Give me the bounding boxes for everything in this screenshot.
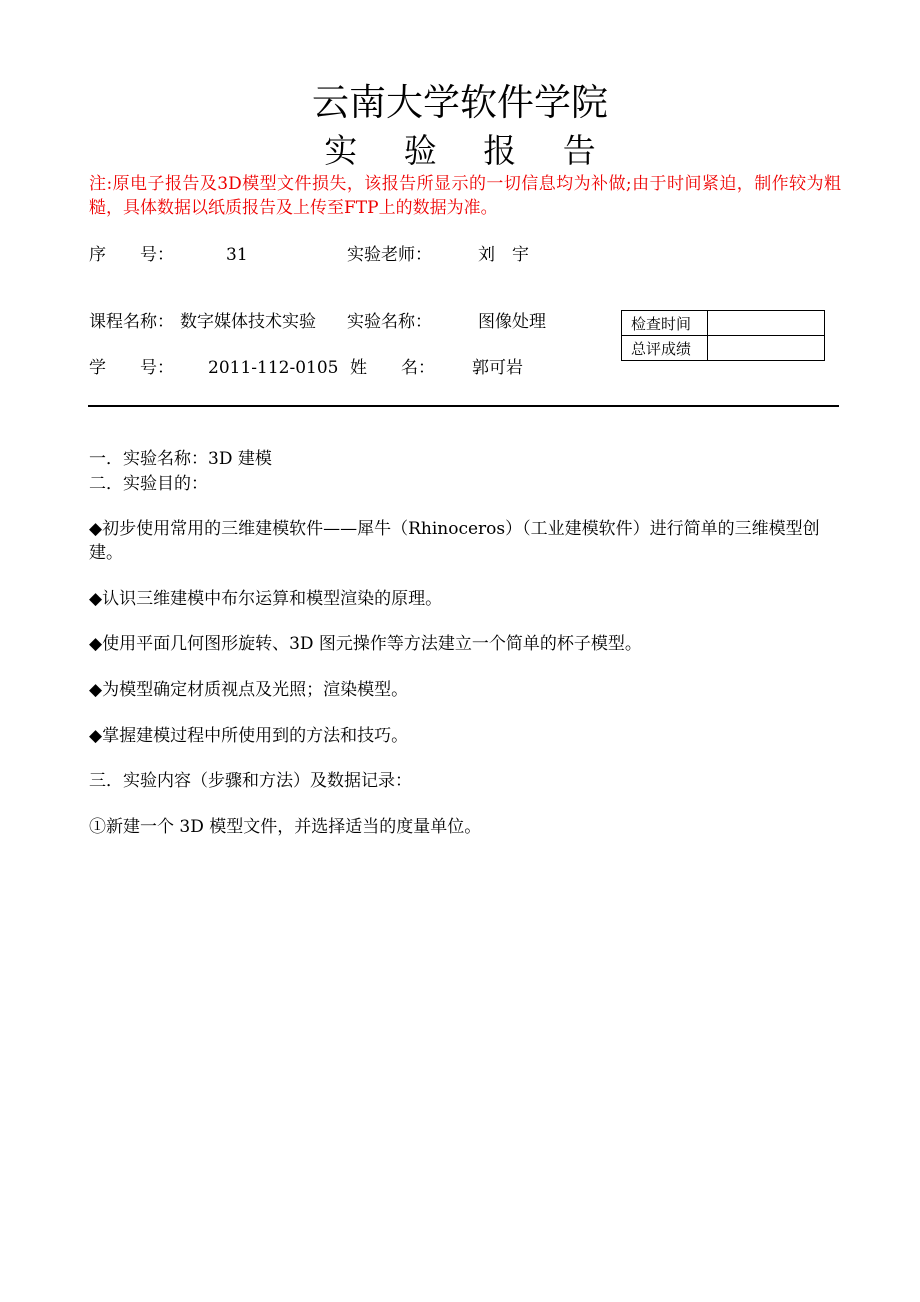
- objective-item-4: ◆为模型确定材质视点及光照；渲染模型。: [89, 680, 409, 700]
- objective-item-5: ◆掌握建模过程中所使用到的方法和技巧。: [89, 726, 409, 746]
- objective-item-1: ◆初步使用常用的三维建模软件——犀牛（Rhinoceros）（工业建模软件）进行简单的三维模型创建。: [89, 519, 820, 563]
- experiment-name-label: 实验名称：: [347, 312, 432, 332]
- check-time-label: 检查时间: [622, 311, 708, 336]
- notice-text: 注:原电子报告及3D模型文件损失，该报告所显示的一切信息均为补做;由于时间紧迫，制作较为粗糙，具体数据以纸质报告及上传至FTP上的数据为准。: [89, 174, 841, 218]
- student-id-label: 学 号：: [89, 358, 174, 378]
- header-divider: [88, 405, 839, 407]
- teacher-label: 实验老师：: [347, 245, 432, 265]
- section-heading-3: 三．实验内容（步骤和方法）及数据记录：: [89, 771, 412, 791]
- total-score-label: 总评成绩: [622, 336, 708, 361]
- table-row: [622, 311, 825, 336]
- total-score-value: [708, 336, 825, 361]
- seq-label: 序 号：: [89, 245, 174, 265]
- objective-item-2: ◆认识三维建模中布尔运算和模型渲染的原理。: [89, 589, 443, 609]
- institution-title: 云南大学软件学院: [312, 81, 608, 124]
- section-heading-2: 二．实验目的：: [89, 474, 208, 494]
- student-id-value: 2011-112-0105: [208, 358, 339, 378]
- teacher-value: 刘 宇: [478, 245, 529, 265]
- seq-value: 31: [226, 245, 248, 265]
- section-heading-1: 一．实验名称：3D 建模: [89, 449, 272, 469]
- student-name-value: 郭可岩: [472, 358, 523, 378]
- report-title: 实 验 报 告: [324, 131, 614, 170]
- check-time-value: [708, 311, 825, 336]
- experiment-name-value: 图像处理: [478, 312, 546, 332]
- student-name-label: 姓 名：: [350, 358, 435, 378]
- grading-table: [621, 310, 825, 361]
- course-value: 数字媒体技术实验: [180, 312, 316, 332]
- table-row: [622, 336, 825, 361]
- step-1: ①新建一个 3D 模型文件，并选择适当的度量单位。: [89, 817, 482, 837]
- objective-item-3: ◆使用平面几何图形旋转、3D 图元操作等方法建立一个简单的杯子模型。: [89, 634, 642, 654]
- course-label: 课程名称：: [89, 312, 174, 332]
